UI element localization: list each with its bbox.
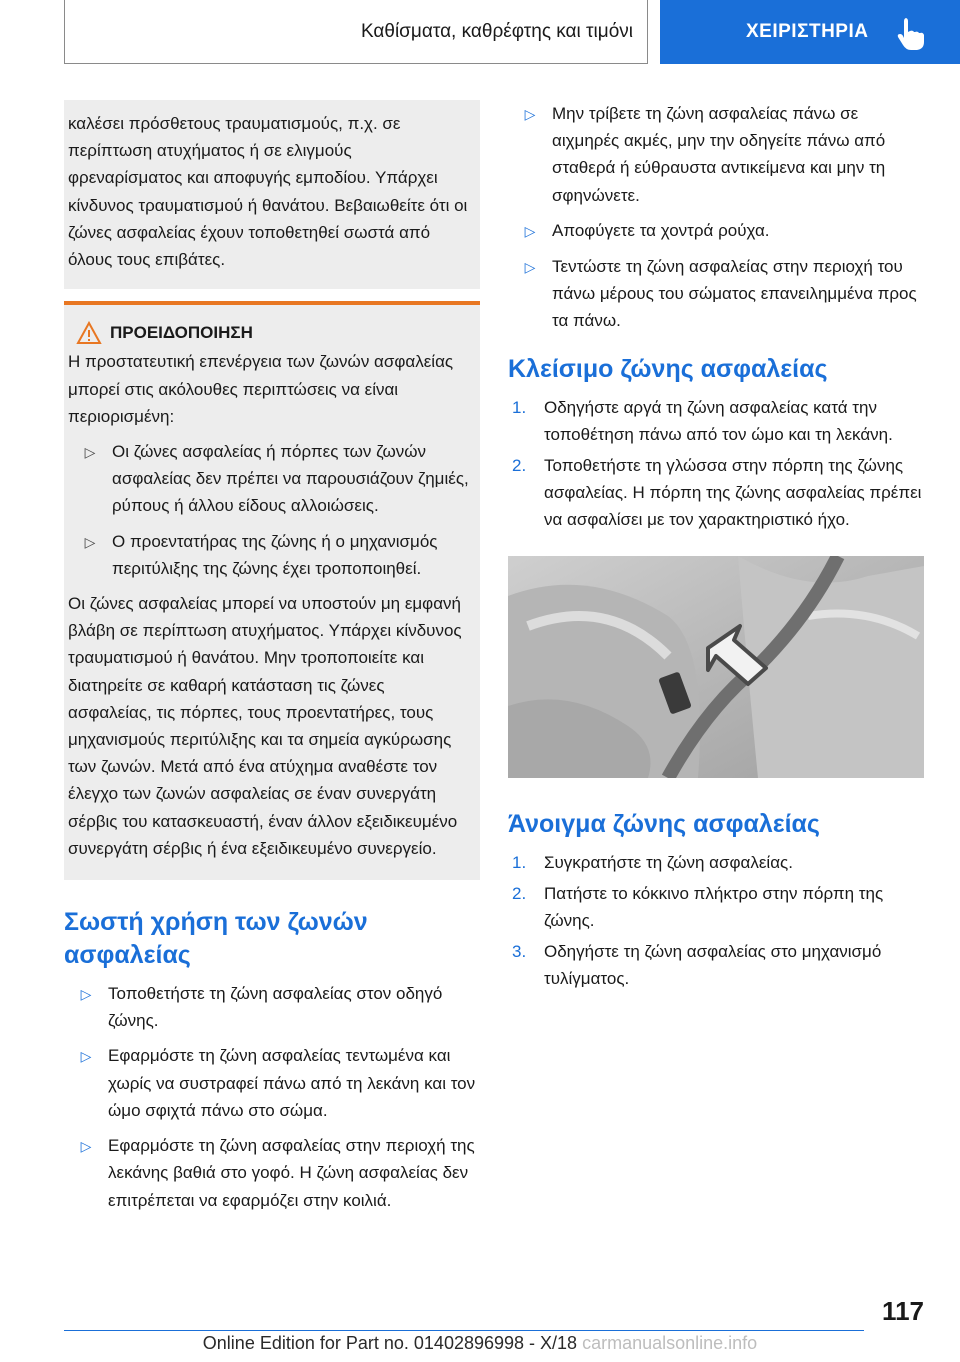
bullet-text: Εφαρμόστε τη ζώνη ασφαλείας στην περιοχή της λεκάνης βαθιά στο γοφό. Η ζώνη ασφαλείας δεν επιτρέπεται να εφαρμόζει στην κοιλιά. [108, 1136, 475, 1210]
step-text: Συγκρατήστε τη ζώνη ασφαλείας. [544, 852, 793, 872]
step-text: Τοποθετήστε τη γλώσσα στην πόρπη της ζώνης ασφαλείας. Η πόρπη της ζώνης ασφαλείας πρέπει να ασφαλίσει με τον χαρακτηριστικό ήχο. [544, 456, 922, 530]
list-item [68, 528, 470, 582]
warning-body: Οι ζώνες ασφαλείας μπορεί να υποστούν μη εμφανή βλάβη σε περίπτωση ατυχήματος. Υπάρχει κίνδυνος τραυματισμού ή θανάτου. Μην τροποποιείτε και διατηρείτε σε καθαρή κατάσταση τις ζώνες ασφαλείας, τις πόρπες, τους προεντατήρες, τους μηχανισμούς περιτύλιξης και τα σημεία αγκύρωσης των ζωνών. Μετά από ένα ατύχημα αναθέστε τον έλεγχο των ζωνών ασφαλείας σε έναν συνεργάτη σέρβις του κατασκευαστή, έναν άλλον εξειδικευμένο συνεργάτη σέρβις ή ένα εξειδικευμένο συνεργείο. [68, 594, 462, 858]
warning-heading [68, 319, 470, 346]
section-heading: Άνοιγμα ζώνης ασφαλείας [508, 809, 820, 838]
step-text: Οδηγήστε αργά τη ζώνη ασφαλείας κατά την τοποθέτηση πάνω από τον ώμο και τη λεκάνη. [544, 397, 893, 444]
triangle-bullet-icon: ▷ [524, 106, 536, 122]
triangle-bullet-icon: ▷ [80, 1138, 92, 1155]
step-item [508, 849, 924, 876]
step-number: 1. [512, 852, 527, 872]
list-item [64, 980, 480, 1034]
edition-text: Online Edition for Part no. 01402896998 - X/18 [202, 1333, 578, 1353]
hand-pointer-icon [896, 16, 928, 50]
triangle-bullet-icon: ▷ [80, 1048, 92, 1065]
list-item [68, 438, 470, 520]
bullet-text: Αποφύγετε τα χοντρά ρούχα. [552, 220, 770, 240]
list-item [508, 100, 924, 209]
chapter-title: ΧΕΙΡΙΣΤΗΡΙΑ [746, 21, 869, 42]
page-number: 117 [882, 1296, 924, 1326]
list-item [508, 217, 924, 245]
step-item [508, 880, 924, 934]
section-heading: Σωστή χρήση των ζωνών ασφαλείας [64, 908, 368, 970]
triangle-bullet-icon: ▷ [524, 259, 536, 276]
watermark-text: carmanualsonline.info [582, 1333, 758, 1353]
seatbelt-buckle-photo [508, 556, 924, 778]
section-title: Καθίσματα, καθρέφτης και τιμόνι [360, 20, 633, 42]
bullet-text: Τοποθετήστε τη ζώνη ασφαλείας στον οδηγό ζώνης. [108, 984, 443, 1031]
triangle-bullet-icon: ▷ [84, 533, 96, 550]
step-item [508, 394, 924, 448]
intro-text: καλέσει πρόσθετους τραυματισμούς, π.χ. σε περίπτωση ατυχήματος ή σε ελιγμούς φρεναρίσματος και αποφυγής εμποδίου. Υπάρχει κίνδυνος τραυματισμού ή θανάτου. Βεβαιωθείτε ότι οι ζώνες ασφαλείας έχουν τοποθετηθεί σωστά από όλους τους επιβάτες. [68, 114, 468, 270]
section-header [64, 0, 648, 64]
triangle-bullet-icon: ▷ [84, 444, 96, 461]
step-number: 2. [512, 456, 527, 476]
bullet-text: Μην τρίβετε τη ζώνη ασφαλείας πάνω σε αιχμηρές ακμές, μην την οδηγείτε πάνω από σταθερά ή εύθραυστα αντικείμενα και μην τη σφηνώνετε. [552, 104, 886, 205]
footer [0, 1333, 960, 1354]
warning-box [64, 301, 480, 880]
bullet-list [508, 100, 924, 335]
bullet-text: Τεντώστε τη ζώνη ασφαλείας στην περιοχή του πάνω μέρους του σώματος επανειλημμένα προς τα πάνω. [552, 257, 917, 331]
step-text: Πατήστε το κόκκινο πλήκτρο στην πόρπη της ζώνης. [544, 883, 884, 931]
step-number: 1. [512, 397, 527, 417]
warning-title: ΠΡΟΕΙΔΟΠΟΙΗΣΗ [110, 323, 253, 343]
bullet-text: Ο προεντατήρας της ζώνης ή ο μηχανισμός περιτύλιξης της ζώνης έχει τροποποιηθεί. [112, 531, 438, 578]
list-item [508, 253, 924, 335]
right-column [508, 100, 924, 993]
warning-triangle-icon [76, 321, 102, 345]
warning-intro: Η προστατευτική επενέργεια των ζωνών ασφαλείας μπορεί στις ακόλουθες περιπτώσεις να είναι περιορισμένη: [68, 352, 454, 426]
list-item [64, 1042, 480, 1124]
chapter-tab [660, 0, 960, 64]
step-text: Οδηγήστε τη ζώνη ασφαλείας στο μηχανισμό τυλίγματος. [544, 942, 882, 989]
list-item [64, 1132, 480, 1214]
intro-box [64, 100, 480, 289]
step-number: 3. [512, 942, 527, 962]
triangle-bullet-icon: ▷ [80, 986, 92, 1003]
bullet-text: Οι ζώνες ασφαλείας ή πόρπες των ζωνών ασφαλείας δεν πρέπει να παρουσιάζουν ζημιές, ρύπους ή άλλου είδους αλλοιώσεις. [112, 442, 469, 516]
left-column [64, 100, 480, 1214]
step-item [508, 452, 924, 534]
section-heading: Κλείσιμο ζώνης ασφαλείας [508, 354, 828, 383]
step-number: 2. [512, 883, 527, 903]
bullet-text: Εφαρμόστε τη ζώνη ασφαλείας τεντωμένα και χωρίς να συστραφεί πάνω από τη λεκάνη και τον ώμο σφιχτά πάνω στο σώμα. [108, 1046, 476, 1120]
triangle-bullet-icon: ▷ [524, 222, 536, 239]
step-item [508, 938, 924, 992]
footer-divider [64, 1330, 864, 1331]
bullet-list [64, 980, 480, 1214]
